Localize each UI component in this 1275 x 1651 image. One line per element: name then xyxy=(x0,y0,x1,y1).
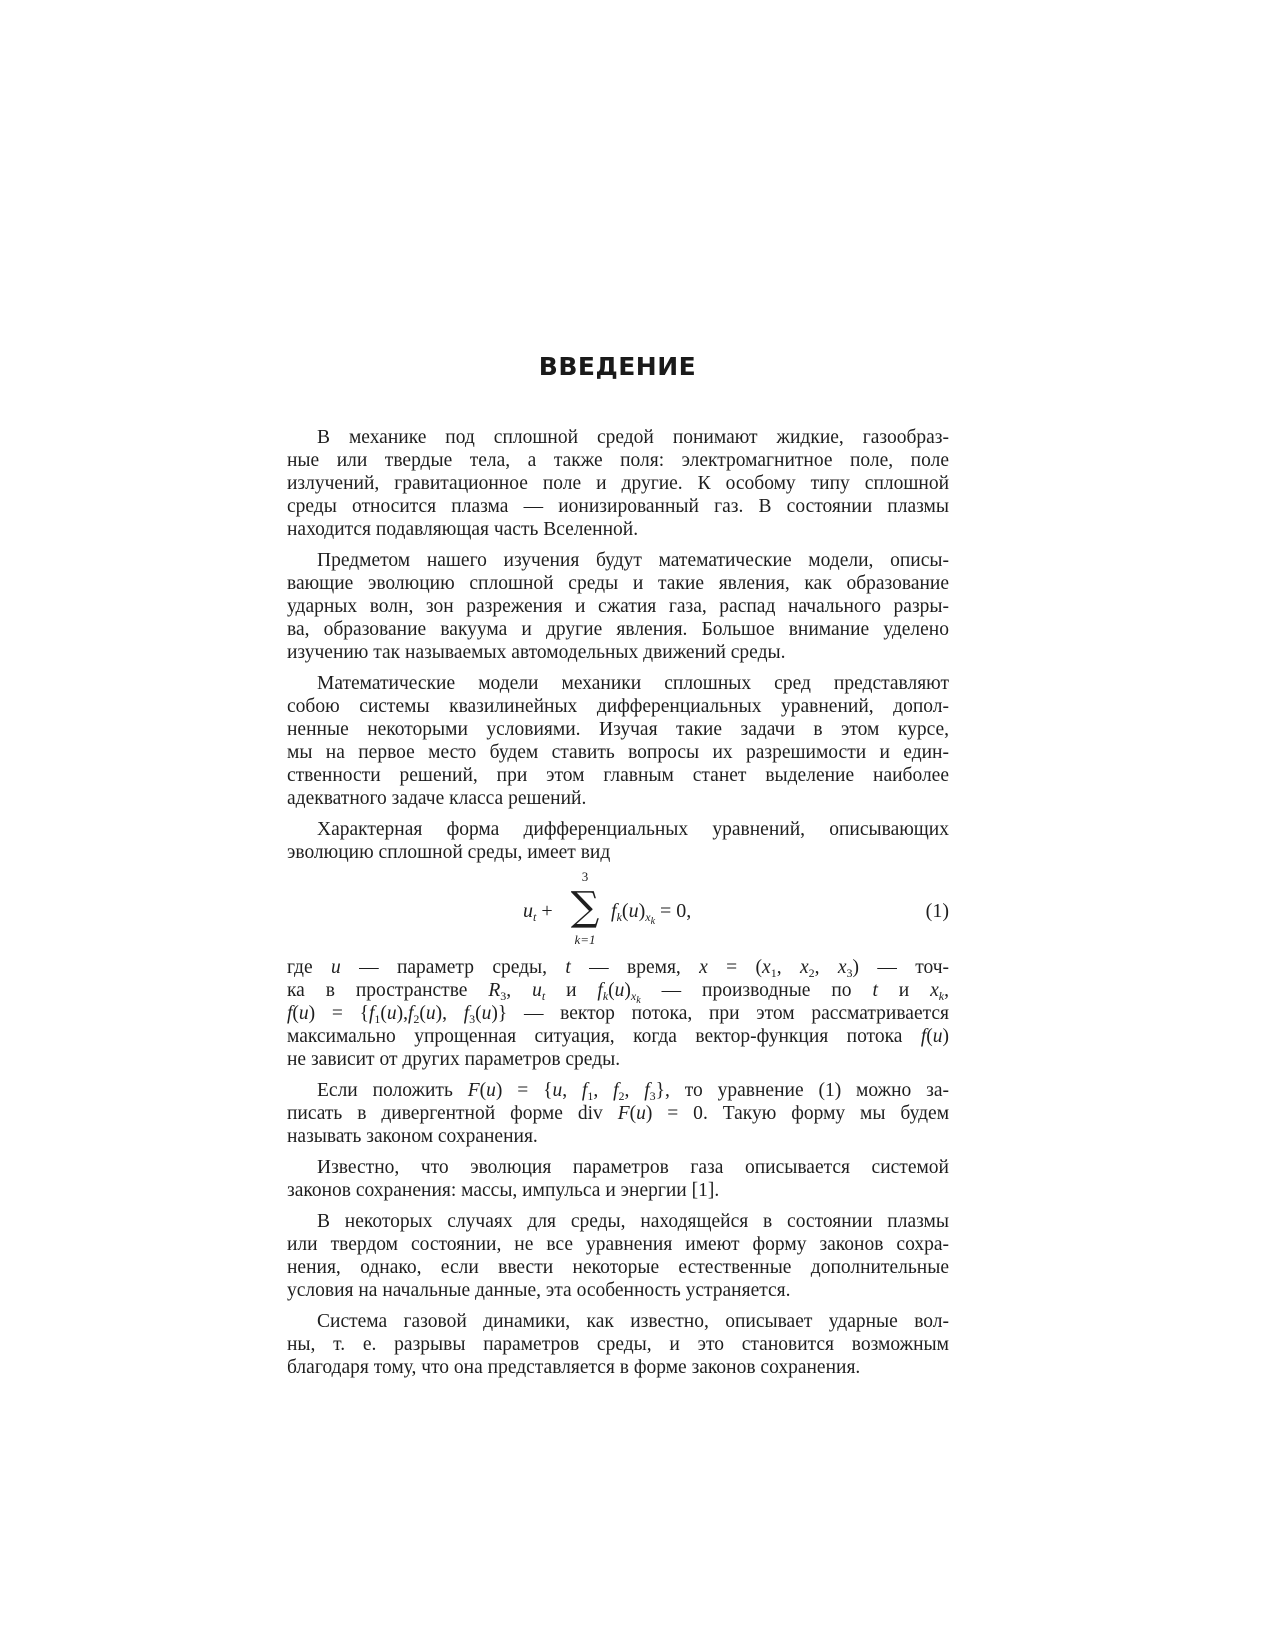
text-line: условия на начальные данные, эта особенность устраняется. xyxy=(287,1280,791,1301)
text-line: ненные некоторыми условиями. Изучая такие задачи в этом курсе, xyxy=(287,719,949,740)
text-line: Предметом нашего изучения будут математические модели, описы- xyxy=(317,550,949,571)
paragraph-5 xyxy=(287,956,949,1071)
chapter-title: ВВЕДЕНИЕ xyxy=(538,352,697,381)
summation-lower-limit: k=1 xyxy=(574,932,596,947)
text-line: ва, образование вакуума и другие явления. Большое внимание уделено xyxy=(287,619,949,640)
text-line: излучений, гравитационное поле и другие. К особому типу сплошной xyxy=(287,473,949,494)
paragraph-6 xyxy=(287,1079,949,1148)
text-line: мы на первое место будем ставить вопросы их разрешимости и един- xyxy=(287,742,949,763)
equation-1 xyxy=(287,870,949,952)
text-line: ударных волн, зон разрежения и сжатия газа, распад начального разры- xyxy=(287,596,949,617)
text-line: изучению так называемых автомодельных движений среды. xyxy=(287,642,786,663)
text-line: Математические модели механики сплошных сред представляют xyxy=(317,673,949,694)
text-line: ственности решений, при этом главным станет выделение наиболее xyxy=(287,765,949,786)
body-text xyxy=(287,426,949,1379)
equation-number: (1) xyxy=(925,900,949,922)
text-line: благодаря тому, что она представляется в форме законов сохранения. xyxy=(287,1357,861,1378)
text-line: Характерная форма дифференциальных уравнений, описывающих xyxy=(317,819,949,840)
summation-sign: ∑ xyxy=(570,884,600,930)
paragraph-3 xyxy=(287,672,949,810)
text-line: законов сохранения: массы, импульса и энергии [1]. xyxy=(287,1180,720,1201)
text-line: Известно, что эволюция параметров газа описывается системой xyxy=(317,1157,949,1178)
equation-rhs: $f_k(u)_{x_k} = 0$, xyxy=(611,900,692,927)
text-line: собою системы квазилинейных дифференциальных уравнений, допол- xyxy=(287,696,949,717)
text-line: ные или твердые тела, а также поля: электромагнитное поле, поле xyxy=(287,450,949,471)
paragraph-1 xyxy=(287,426,949,541)
summation xyxy=(563,870,607,952)
text-line: вающие эволюцию сплошной среды и такие явления, как образование xyxy=(287,573,949,594)
equation-lhs: $u_t$ + xyxy=(523,900,553,924)
text-line: ны, т. е. разрывы параметров среды, и это становится возможным xyxy=(287,1334,949,1355)
text-line: не зависит от других параметров среды. xyxy=(287,1049,621,1070)
text-line: В некоторых случаях для среды, находящейся в состоянии плазмы xyxy=(317,1211,949,1232)
paragraph-2 xyxy=(287,549,949,664)
text-line: Если положить F(u) = {u, $f_1$, $f_2$, $f_3$}, то уравнение (1) можно за- xyxy=(317,1080,950,1103)
text-line: где u — параметр среды, t — время, $x = (x_1$, $x_2$, $x_3$) — точ- xyxy=(287,957,950,980)
paragraph-7 xyxy=(287,1156,949,1202)
paragraph-8 xyxy=(287,1210,949,1302)
text-line: $f(u) = \{f_1(u),f_2(u)$, $f_3(u)$} — вектор потока, при этом рассматривается xyxy=(287,1003,949,1026)
text-line: писать в дивергентной форме div F(u) = 0. Такую форму мы будем xyxy=(287,1103,950,1124)
text-line: эволюцию сплошной среды, имеет вид xyxy=(287,842,611,863)
summation-upper-limit: 3 xyxy=(581,869,589,884)
text-line: адекватного задаче класса решений. xyxy=(287,788,587,809)
text-line: В механике под сплошной средой понимают жидкие, газообраз- xyxy=(317,427,949,448)
text-line: нения, однако, если ввести некоторые естественные дополнительные xyxy=(287,1257,949,1278)
text-line: называть законом сохранения. xyxy=(287,1126,538,1147)
text-line: или твердом состоянии, не все уравнения имеют форму законов сохра- xyxy=(287,1234,949,1255)
text-line: ка в пространстве $R_3$, $u_t$ и $f_k(u)_{x_k}$ — производные по t и $x_k$, xyxy=(287,980,949,1006)
paragraph-4 xyxy=(287,818,949,864)
paragraph-9 xyxy=(287,1310,949,1379)
text-line: Система газовой динамики, как известно, описывает ударные вол- xyxy=(317,1311,949,1332)
text-line: среды относится плазма — ионизированный газ. В состоянии плазмы xyxy=(287,496,949,517)
text-line: находится подавляющая часть Вселенной. xyxy=(287,519,639,540)
text-line: максимально упрощенная ситуация, когда вектор-функция потока f(u) xyxy=(287,1026,950,1047)
